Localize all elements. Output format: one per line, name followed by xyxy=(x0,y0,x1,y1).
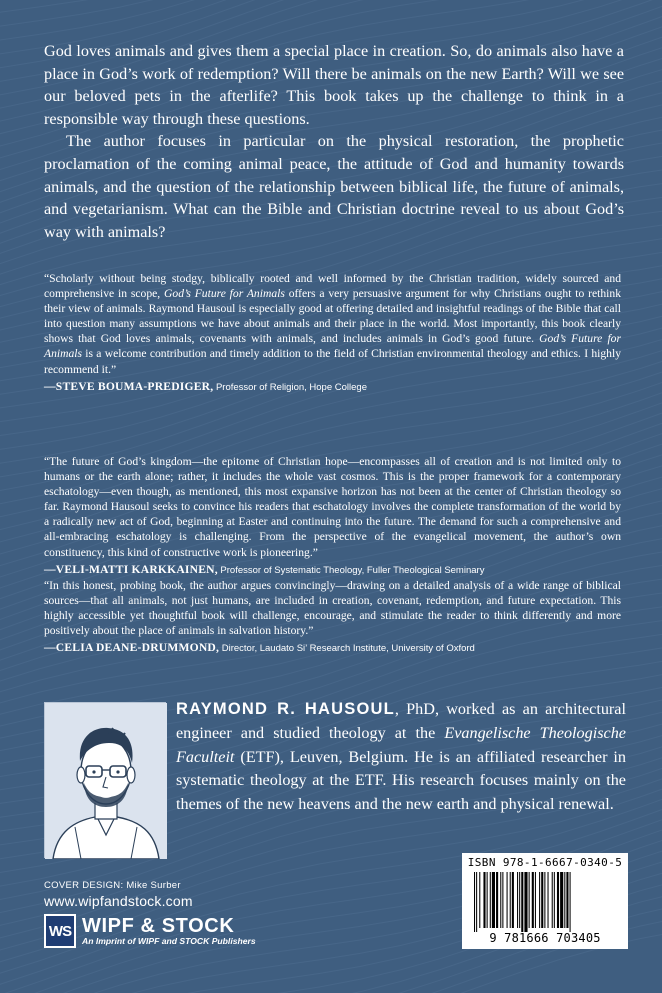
barcode-bars xyxy=(472,872,618,932)
description-paragraph-1: God loves animals and gives them a special place in creation. So, do animals also have a place in God’s work of redemption? Will there be animals on the new Earth? Will we see our beloved pets in the afterlife? This book takes up the challenge to think in a responsible way through these questions. xyxy=(44,42,624,128)
endorsement-quote: “The future of God’s kingdom—the epitome of Christian hope—encompasses all of creation and is not limited only to humans or the earth alone; rather, it includes the whole vast cosmos. This is the proper framework for a contemporary eschatology—even though, as mentioned, this most expansive horizon has not been at the center of Christian theology so far. Raymond Hausoul seeks to convince his readers that eschatology involves the complete transformation of the world by a radically new act of God, beginning at Easter and continuing into the future. The demand for such a comprehensive and all-embracing eschatology is challenging. From the perspective of the evangelical movement, the author’s own constituency, this kind of constructive work is pioneering.” xyxy=(44,455,621,559)
endorser-name: —STEVE BOUMA-PREDIGER, xyxy=(44,379,214,393)
endorser-name: —VELI-MATTI KARKKAINEN, xyxy=(44,562,218,576)
endorsement-attribution xyxy=(44,562,621,579)
barcode-digits: 9 781666 703405 xyxy=(489,931,601,945)
description-paragraph-2: The author focuses in particular on the physical restoration, the prophetic proclamation of the coming animal peace, the attitude of God and humanity towards animals, and the question of the relationship between biblical life, the future of animals, and vegetarianism. What can the Bible and Christian doctrine reveal to us about God’s way with animals? xyxy=(44,132,624,241)
publisher-website: www.wipfandstock.com xyxy=(44,893,193,909)
endorsement-attribution xyxy=(44,640,621,657)
publisher-logo xyxy=(44,913,274,949)
bio-text: (ETF), Leuven, Belgium. He is an affiliated researcher in systematic theology at the ETF. His research focuses mainly on the themes of the new heavens and the new earth and physical renewal. xyxy=(176,747,626,814)
publisher-text xyxy=(82,916,256,947)
publisher-tagline: An Imprint of WIPF and STOCK Publishers xyxy=(82,935,256,946)
endorsement-attribution xyxy=(44,379,621,396)
cover-design-credit: COVER DESIGN: Mike Surber xyxy=(44,880,181,891)
endorser-role: Professor of Systematic Theology, Fuller Theological Seminary xyxy=(217,564,485,576)
author-name: RAYMOND R. HAUSOUL xyxy=(176,700,395,718)
quote-text: is a welcome contribution and timely addition to the field of Christian environmental theology and ethics. I highly recommend it.” xyxy=(44,347,621,376)
author-portrait-drawing xyxy=(45,703,167,859)
publisher-logo-mark: WS xyxy=(44,914,76,948)
publisher-name: WIPF & STOCK xyxy=(82,914,235,937)
bio-text: , PhD, worked as an architectural engineer and studied theology at the xyxy=(176,700,626,742)
quote-text: offers a very persuasive argument for why Christians ought to rethink their view of animals. Raymond Hausoul is especially good at offering detailed and insightful readings of the Bible that call into question many assumptions we have about animals and their place in the world. Most importantly, this book clearly shows that God loves animals, covenants with animals, and includes animals in God’s good future. xyxy=(44,287,621,346)
author-portrait xyxy=(44,702,166,858)
endorsement-quote: “In this honest, probing book, the author argues convincingly—drawing on a detailed analysis of a wide range of biblical sources—that all animals, not just humans, are included in creation, covenant, redemption, and future expectation. This highly accessible yet thoughtful book will challenge, encourage, and stimulate the reader to think differently and more positively about the place of animals in salvation history.” xyxy=(44,579,621,638)
bio-institution: Evangelische Theologische Faculteit xyxy=(176,723,626,766)
credits xyxy=(44,880,193,909)
endorser-role: Professor of Religion, Hope College xyxy=(213,381,367,393)
endorser-name: —CELIA DEANE-DRUMMOND, xyxy=(44,641,220,655)
endorsement-2 xyxy=(44,454,621,579)
endorsement-3 xyxy=(44,578,621,657)
endorsement-1 xyxy=(44,271,621,396)
isbn-barcode xyxy=(462,853,628,949)
book-title-italic: God’s Future for Animals xyxy=(44,332,621,361)
endorsement-quote xyxy=(44,271,621,377)
book-title-italic: God’s Future for Animals xyxy=(164,287,285,301)
quote-text: “Scholarly without being stodgy, biblically rooted and well informed by the Christian tradition, widely sourced and comprehensive in scope, xyxy=(44,272,621,301)
isbn-number: ISBN 978-1-6667-0340-5 xyxy=(467,856,623,869)
endorser-role: Director, Laudato Si’ Research Institute, University of Oxford xyxy=(219,643,475,655)
book-description xyxy=(44,40,624,243)
author-bio xyxy=(176,698,626,817)
